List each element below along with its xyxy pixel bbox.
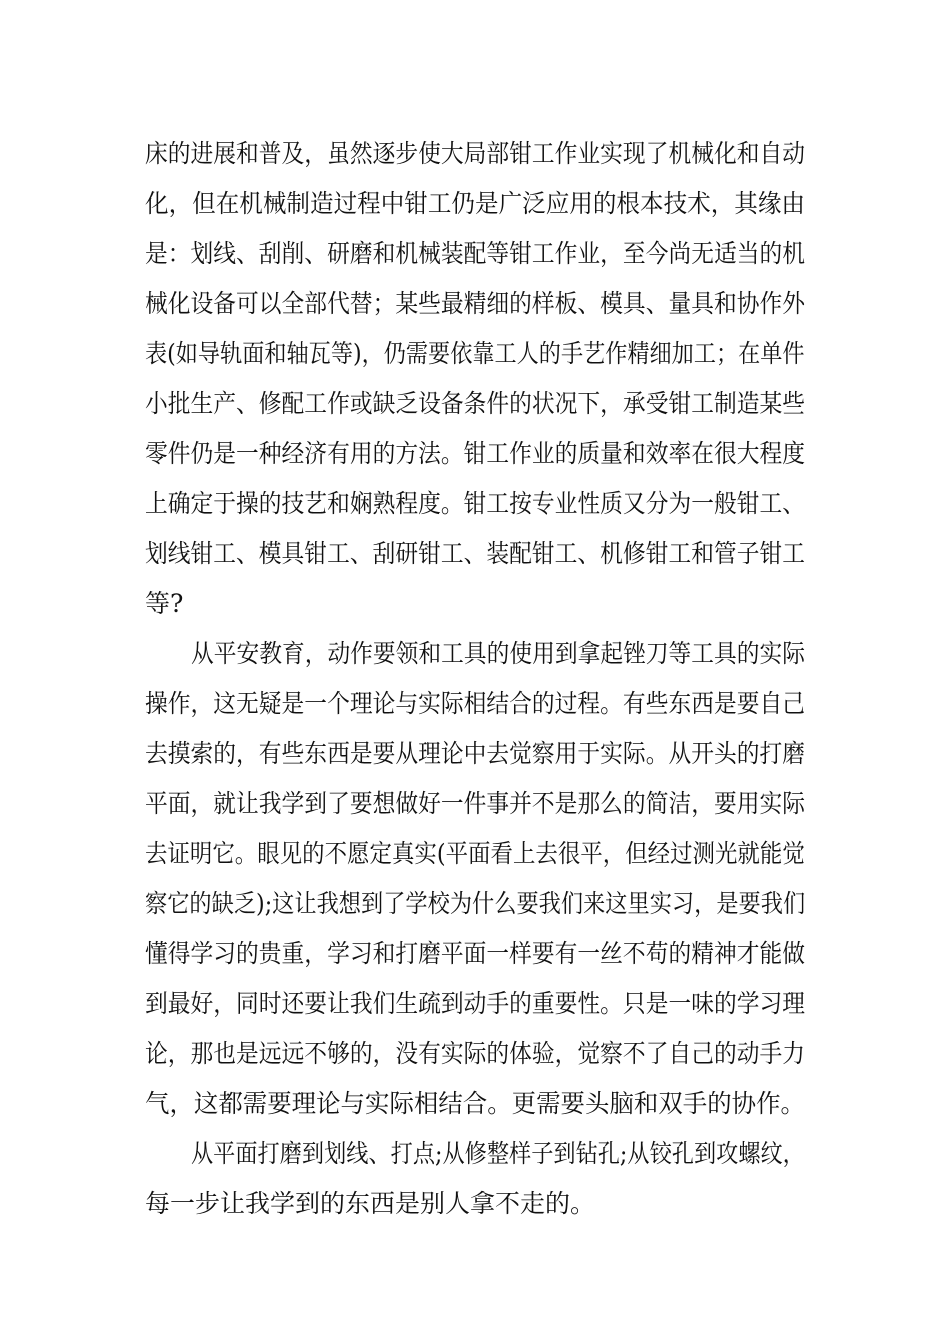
text-line: 从平安教育，动作要领和工具的使用到拿起锉刀等工具的实际 <box>191 639 806 668</box>
text-line: 操作，这无疑是一个理论与实际相结合的过程。有些东西是要自己 <box>145 689 806 718</box>
text-line: 化，但在机械制造过程中钳工仍是广泛应用的根本技术，其缘由 <box>145 189 806 218</box>
text-line: 上确定于操的技艺和娴熟程度。钳工按专业性质又分为一般钳工、 <box>145 489 806 518</box>
text-line: 零件仍是一种经济有用的方法。钳工作业的质量和效率在很大程度 <box>145 439 806 468</box>
text-line: 察它的缺乏);这让我想到了学校为什么要我们来这里实习，是要我们 <box>145 889 806 918</box>
text-line: 是：划线、刮削、研磨和机械装配等钳工作业，至今尚无适当的机 <box>145 239 806 268</box>
text-line: 等? <box>145 589 184 618</box>
text-line: 划线钳工、模具钳工、刮研钳工、装配钳工、机修钳工和管子钳工 <box>145 539 806 568</box>
text-line: 懂得学习的贵重，学习和打磨平面一样要有一丝不苟的精神才能做 <box>145 939 806 968</box>
text-line: 到最好，同时还要让我们生疏到动手的重要性。只是一味的学习理 <box>145 989 806 1018</box>
text-line: 气，这都需要理论与实际相结合。更需要头脑和双手的协作。 <box>145 1089 806 1118</box>
text-line: 去摸索的，有些东西是要从理论中去觉察用于实际。从开头的打磨 <box>145 739 806 768</box>
text-line: 论，那也是远远不够的，没有实际的体验，觉察不了自己的动手力 <box>145 1039 806 1068</box>
text-line: 从平面打磨到划线、打点;从修整样子到钻孔;从铰孔到攻螺纹， <box>191 1139 805 1168</box>
text-line: 械化设备可以全部代替；某些最精细的样板、模具、量具和协作外 <box>145 289 806 318</box>
text-line: 小批生产、修配工作或缺乏设备条件的状况下，承受钳工制造某些 <box>145 389 806 418</box>
text-line: 表(如导轨面和轴瓦等)，仍需要依靠工人的手艺作精细加工；在单件 <box>145 339 805 368</box>
text-line: 去证明它。眼见的不愿定真实(平面看上去很平，但经过测光就能觉 <box>145 839 805 868</box>
text-line: 每一步让我学到的东西是别人拿不走的。 <box>145 1189 596 1218</box>
text-line: 床的进展和普及，虽然逐步使大局部钳工作业实现了机械化和自动 <box>145 139 806 168</box>
text-line: 平面，就让我学到了要想做好一件事并不是那么的简洁，要用实际 <box>145 789 806 818</box>
